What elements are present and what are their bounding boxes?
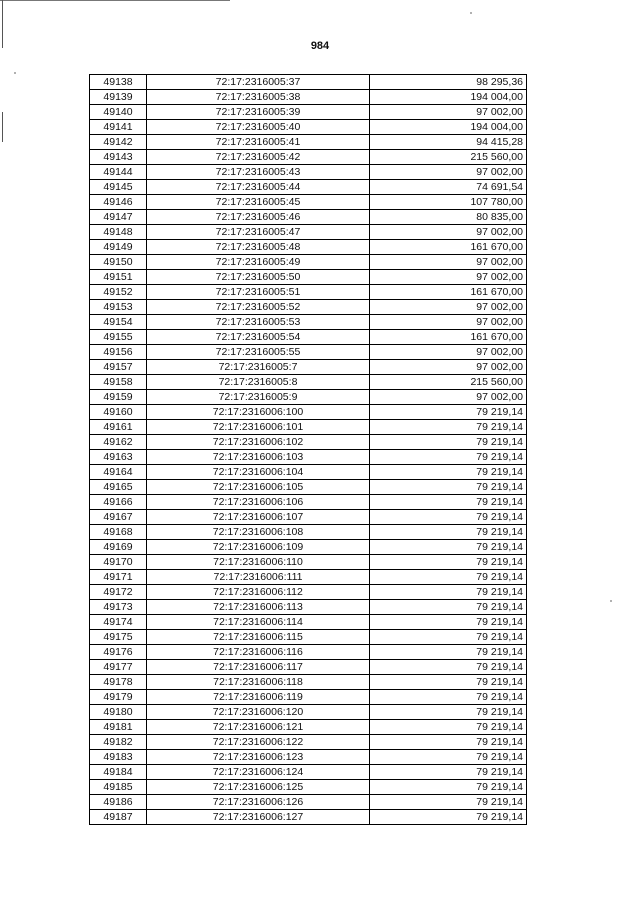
value-cell: 215 560,00 [370, 375, 527, 390]
cadastral-number-cell: 72:17:2316006:125 [147, 780, 370, 795]
row-number-cell: 49163 [90, 450, 147, 465]
table-row [90, 735, 527, 750]
value-cell: 97 002,00 [370, 270, 527, 285]
table-row [90, 465, 527, 480]
row-number-cell: 49146 [90, 195, 147, 210]
row-number-cell: 49153 [90, 300, 147, 315]
row-number-cell: 49187 [90, 810, 147, 825]
table-row [90, 75, 527, 90]
value-cell: 79 219,14 [370, 675, 527, 690]
value-cell: 79 219,14 [370, 705, 527, 720]
cadastral-number-cell: 72:17:2316005:43 [147, 165, 370, 180]
row-number-cell: 49155 [90, 330, 147, 345]
cadastral-number-cell: 72:17:2316006:113 [147, 600, 370, 615]
row-number-cell: 49172 [90, 585, 147, 600]
table-row [90, 255, 527, 270]
cadastral-number-cell: 72:17:2316006:103 [147, 450, 370, 465]
table-row [90, 540, 527, 555]
table-row [90, 435, 527, 450]
table-row [90, 405, 527, 420]
row-number-cell: 49176 [90, 645, 147, 660]
cadastral-number-cell: 72:17:2316006:112 [147, 585, 370, 600]
value-cell: 79 219,14 [370, 435, 527, 450]
row-number-cell: 49162 [90, 435, 147, 450]
table-row [90, 90, 527, 105]
cadastral-number-cell: 72:17:2316005:41 [147, 135, 370, 150]
row-number-cell: 49140 [90, 105, 147, 120]
table-row [90, 510, 527, 525]
cadastral-number-cell: 72:17:2316005:55 [147, 345, 370, 360]
table-body [90, 75, 527, 825]
scan-edge-mark [2, 112, 3, 142]
value-cell: 79 219,14 [370, 420, 527, 435]
row-number-cell: 49141 [90, 120, 147, 135]
table-row [90, 690, 527, 705]
value-cell: 79 219,14 [370, 660, 527, 675]
value-cell: 97 002,00 [370, 360, 527, 375]
table-row [90, 195, 527, 210]
row-number-cell: 49177 [90, 660, 147, 675]
value-cell: 97 002,00 [370, 225, 527, 240]
value-cell: 79 219,14 [370, 810, 527, 825]
row-number-cell: 49139 [90, 90, 147, 105]
value-cell: 161 670,00 [370, 285, 527, 300]
table-row [90, 660, 527, 675]
cadastral-number-cell: 72:17:2316006:100 [147, 405, 370, 420]
row-number-cell: 49168 [90, 525, 147, 540]
row-number-cell: 49156 [90, 345, 147, 360]
table-row [90, 645, 527, 660]
cadastral-number-cell: 72:17:2316006:122 [147, 735, 370, 750]
row-number-cell: 49148 [90, 225, 147, 240]
row-number-cell: 49150 [90, 255, 147, 270]
value-cell: 79 219,14 [370, 585, 527, 600]
cadastral-number-cell: 72:17:2316006:124 [147, 765, 370, 780]
value-cell: 79 219,14 [370, 405, 527, 420]
row-number-cell: 49151 [90, 270, 147, 285]
table-row [90, 210, 527, 225]
value-cell: 97 002,00 [370, 390, 527, 405]
cadastral-number-cell: 72:17:2316006:111 [147, 570, 370, 585]
cadastral-number-cell: 72:17:2316005:42 [147, 150, 370, 165]
row-number-cell: 49167 [90, 510, 147, 525]
cadastral-number-cell: 72:17:2316006:127 [147, 810, 370, 825]
table-row [90, 570, 527, 585]
value-cell: 79 219,14 [370, 645, 527, 660]
row-number-cell: 49160 [90, 405, 147, 420]
row-number-cell: 49159 [90, 390, 147, 405]
row-number-cell: 49178 [90, 675, 147, 690]
cadastral-number-cell: 72:17:2316006:121 [147, 720, 370, 735]
table-row [90, 300, 527, 315]
value-cell: 79 219,14 [370, 495, 527, 510]
row-number-cell: 49161 [90, 420, 147, 435]
row-number-cell: 49164 [90, 465, 147, 480]
row-number-cell: 49157 [90, 360, 147, 375]
table-row [90, 360, 527, 375]
cadastral-number-cell: 72:17:2316006:108 [147, 525, 370, 540]
cadastral-number-cell: 72:17:2316005:40 [147, 120, 370, 135]
row-number-cell: 49145 [90, 180, 147, 195]
cadastral-number-cell: 72:17:2316005:37 [147, 75, 370, 90]
table-row [90, 750, 527, 765]
value-cell: 97 002,00 [370, 315, 527, 330]
value-cell: 194 004,00 [370, 120, 527, 135]
row-number-cell: 49186 [90, 795, 147, 810]
row-number-cell: 49175 [90, 630, 147, 645]
value-cell: 97 002,00 [370, 300, 527, 315]
cadastral-number-cell: 72:17:2316005:39 [147, 105, 370, 120]
cadastral-number-cell: 72:17:2316005:54 [147, 330, 370, 345]
value-cell: 107 780,00 [370, 195, 527, 210]
page-number: 984 [310, 40, 330, 52]
value-cell: 79 219,14 [370, 540, 527, 555]
table-row [90, 390, 527, 405]
row-number-cell: 49165 [90, 480, 147, 495]
cadastral-number-cell: 72:17:2316005:52 [147, 300, 370, 315]
cadastral-number-cell: 72:17:2316005:44 [147, 180, 370, 195]
value-cell: 161 670,00 [370, 240, 527, 255]
cadastral-number-cell: 72:17:2316006:123 [147, 750, 370, 765]
value-cell: 79 219,14 [370, 690, 527, 705]
table-row [90, 240, 527, 255]
row-number-cell: 49181 [90, 720, 147, 735]
value-cell: 79 219,14 [370, 795, 527, 810]
cadastral-number-cell: 72:17:2316005:7 [147, 360, 370, 375]
row-number-cell: 49149 [90, 240, 147, 255]
cadastral-number-cell: 72:17:2316005:49 [147, 255, 370, 270]
cadastral-number-cell: 72:17:2316006:117 [147, 660, 370, 675]
table-row [90, 270, 527, 285]
table-row [90, 420, 527, 435]
table-row [90, 720, 527, 735]
cadastral-number-cell: 72:17:2316006:118 [147, 675, 370, 690]
table-row [90, 150, 527, 165]
cadastral-number-cell: 72:17:2316005:38 [147, 90, 370, 105]
table-row [90, 450, 527, 465]
value-cell: 79 219,14 [370, 720, 527, 735]
row-number-cell: 49174 [90, 615, 147, 630]
value-cell: 94 415,28 [370, 135, 527, 150]
table-row [90, 630, 527, 645]
cadastral-number-cell: 72:17:2316005:45 [147, 195, 370, 210]
table-row [90, 585, 527, 600]
value-cell: 97 002,00 [370, 165, 527, 180]
value-cell: 79 219,14 [370, 450, 527, 465]
row-number-cell: 49143 [90, 150, 147, 165]
value-cell: 79 219,14 [370, 735, 527, 750]
value-cell: 161 670,00 [370, 330, 527, 345]
value-cell: 79 219,14 [370, 615, 527, 630]
table-row [90, 105, 527, 120]
cadastral-number-cell: 72:17:2316005:47 [147, 225, 370, 240]
cadastral-number-cell: 72:17:2316005:9 [147, 390, 370, 405]
value-cell: 215 560,00 [370, 150, 527, 165]
table-row [90, 165, 527, 180]
table-row [90, 495, 527, 510]
row-number-cell: 49179 [90, 690, 147, 705]
value-cell: 97 002,00 [370, 345, 527, 360]
table-row [90, 135, 527, 150]
scan-speck [470, 12, 472, 14]
row-number-cell: 49169 [90, 540, 147, 555]
row-number-cell: 49158 [90, 375, 147, 390]
table-row [90, 705, 527, 720]
row-number-cell: 49185 [90, 780, 147, 795]
cadastral-number-cell: 72:17:2316006:109 [147, 540, 370, 555]
cadastral-number-cell: 72:17:2316006:104 [147, 465, 370, 480]
cadastral-number-cell: 72:17:2316006:115 [147, 630, 370, 645]
row-number-cell: 49142 [90, 135, 147, 150]
cadastral-number-cell: 72:17:2316005:53 [147, 315, 370, 330]
row-number-cell: 49144 [90, 165, 147, 180]
table-row [90, 330, 527, 345]
table-row [90, 780, 527, 795]
value-cell: 79 219,14 [370, 510, 527, 525]
table-row [90, 615, 527, 630]
table-row [90, 525, 527, 540]
value-cell: 79 219,14 [370, 600, 527, 615]
row-number-cell: 49154 [90, 315, 147, 330]
table-row [90, 480, 527, 495]
value-cell: 79 219,14 [370, 750, 527, 765]
scan-top-rule [0, 0, 230, 1]
value-cell: 79 219,14 [370, 765, 527, 780]
table-row [90, 285, 527, 300]
table-row [90, 795, 527, 810]
value-cell: 97 002,00 [370, 255, 527, 270]
value-cell: 79 219,14 [370, 465, 527, 480]
cadastral-number-cell: 72:17:2316006:126 [147, 795, 370, 810]
value-cell: 98 295,36 [370, 75, 527, 90]
scan-speck [14, 72, 16, 74]
row-number-cell: 49171 [90, 570, 147, 585]
table-row [90, 225, 527, 240]
row-number-cell: 49173 [90, 600, 147, 615]
row-number-cell: 49182 [90, 735, 147, 750]
cadastral-number-cell: 72:17:2316005:8 [147, 375, 370, 390]
table-row [90, 345, 527, 360]
table-row [90, 375, 527, 390]
cadastral-number-cell: 72:17:2316006:101 [147, 420, 370, 435]
cadastral-number-cell: 72:17:2316005:46 [147, 210, 370, 225]
table-row [90, 675, 527, 690]
row-number-cell: 49184 [90, 765, 147, 780]
scan-speck [610, 600, 612, 602]
value-cell: 79 219,14 [370, 555, 527, 570]
cadastral-number-cell: 72:17:2316006:106 [147, 495, 370, 510]
value-cell: 194 004,00 [370, 90, 527, 105]
table-row [90, 810, 527, 825]
row-number-cell: 49147 [90, 210, 147, 225]
value-cell: 79 219,14 [370, 525, 527, 540]
cadastral-number-cell: 72:17:2316006:105 [147, 480, 370, 495]
row-number-cell: 49138 [90, 75, 147, 90]
row-number-cell: 49170 [90, 555, 147, 570]
value-cell: 74 691,54 [370, 180, 527, 195]
cadastral-number-cell: 72:17:2316005:50 [147, 270, 370, 285]
value-cell: 97 002,00 [370, 105, 527, 120]
value-cell: 79 219,14 [370, 570, 527, 585]
cadastral-number-cell: 72:17:2316006:107 [147, 510, 370, 525]
row-number-cell: 49152 [90, 285, 147, 300]
table-row [90, 600, 527, 615]
table-row [90, 180, 527, 195]
row-number-cell: 49183 [90, 750, 147, 765]
row-number-cell: 49180 [90, 705, 147, 720]
table-row [90, 765, 527, 780]
value-cell: 79 219,14 [370, 780, 527, 795]
data-table [89, 74, 527, 825]
cadastral-number-cell: 72:17:2316006:120 [147, 705, 370, 720]
row-number-cell: 49166 [90, 495, 147, 510]
table-row [90, 555, 527, 570]
table-row [90, 120, 527, 135]
cadastral-number-cell: 72:17:2316006:114 [147, 615, 370, 630]
cadastral-number-cell: 72:17:2316006:116 [147, 645, 370, 660]
cadastral-number-cell: 72:17:2316005:48 [147, 240, 370, 255]
cadastral-number-cell: 72:17:2316006:119 [147, 690, 370, 705]
table-row [90, 315, 527, 330]
cadastral-number-cell: 72:17:2316006:110 [147, 555, 370, 570]
value-cell: 79 219,14 [370, 630, 527, 645]
cadastral-number-cell: 72:17:2316006:102 [147, 435, 370, 450]
value-cell: 80 835,00 [370, 210, 527, 225]
cadastral-number-cell: 72:17:2316005:51 [147, 285, 370, 300]
value-cell: 79 219,14 [370, 480, 527, 495]
